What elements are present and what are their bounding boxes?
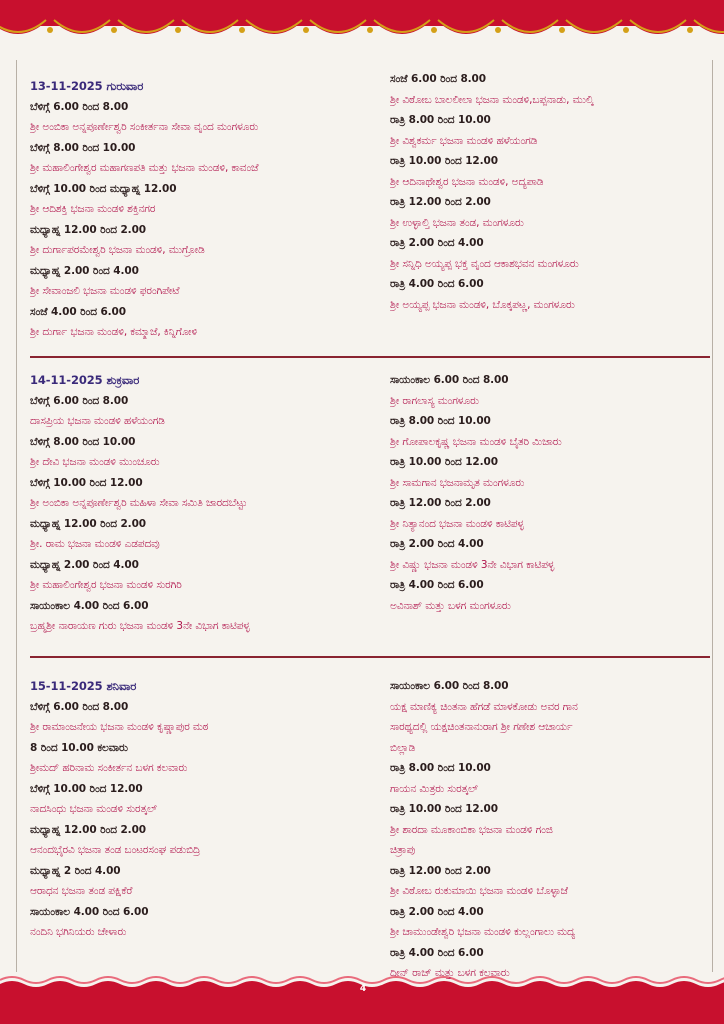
performer-group: ನಾದಸಿಂಧು ಭಜನಾ ಮಂಡಳಿ ಸುರತ್ಕಲ್: [30, 803, 158, 815]
left-column: [30, 370, 380, 637]
time-slot: ಸಾಯಂಕಾಲ 6.00 ರಿಂದ 8.00: [390, 374, 509, 386]
time-slot: ಸಾಯಂಕಾಲ 6.00 ರಿಂದ 8.00: [390, 680, 509, 692]
day-heading: 15-11-2025 ಶನಿವಾರ: [30, 679, 137, 693]
time-slot: ರಾತ್ರಿ 4.00 ರಿಂದ 6.00: [390, 278, 484, 290]
performer-group: ಅವಿನಾಶ್ ಮತ್ತು ಬಳಗ ಮಂಗಳೂರು: [390, 599, 511, 612]
performer-group: ದೀನ್ ರಾಜ್ ಮತ್ತು ಬಳಗ ಕಲವಾರು: [390, 967, 510, 979]
frame-left-rule: [16, 60, 17, 972]
section-divider: [30, 656, 710, 658]
performer-group: ಶ್ರೀ ನಿತ್ಯಾನಂದ ಭಜನಾ ಮಂಡಳಿ ಕಾಟಿಪಳ್ಳ: [390, 517, 524, 530]
performer-group: ಶ್ರೀ ದುರ್ಗಾಪರಮೇಶ್ವರಿ ಭಜನಾ ಮಂಡಳಿ, ಮುಗ್ರೋಡಿ: [30, 244, 205, 256]
right-column: [390, 676, 710, 984]
performer-group: ಯಕ್ಷ ಮಾಣಿಕ್ಯ ಚಿಂತನಾ ಹೆಗಡೆ ಮಾಳಕೋಡು ಅವರ ಗಾನ: [390, 700, 578, 713]
performer-group: ನಂದಿನಿ ಭಗಿನಿಯರು ಚೇಳಾರು: [30, 926, 127, 938]
section-divider: [30, 356, 710, 358]
performer-group: ಶ್ರೀ ರಾಮಾಂಜನೇಯ ಭಜನಾ ಮಂಡಳಿ ಕೃಷ್ಣಾಪುರ ಮಠ: [30, 721, 209, 733]
time-slot: ಮಧ್ಯಾಹ್ನ 12.00 ರಿಂದ 2.00: [30, 823, 146, 836]
time-slot: ರಾತ್ರಿ 8.00 ರಿಂದ 10.00: [390, 114, 491, 126]
time-slot: 8 ರಿಂದ 10.00 ಕಲವಾರು: [30, 741, 128, 754]
performer-group: ಶ್ರೀ ವಿಷ್ಣು ಭಜನಾ ಮಂಡಳಿ 3ನೇ ವಿಭಾಗ ಕಾಟಿಪಳ್ಳ: [390, 558, 555, 571]
time-slot: ರಾತ್ರಿ 4.00 ರಿಂದ 6.00: [390, 579, 484, 591]
performer-group: ಗಾಯನ ಮಿತ್ರರು ಸುರತ್ಕಲ್: [390, 782, 479, 795]
festoon-bead: [559, 27, 565, 33]
performer-group: ಶ್ರೀ. ರಾಮ ಭಜನಾ ಮಂಡಳಿ ಎಡಪದವು: [30, 538, 160, 550]
time-slot: ಮಧ್ಯಾಹ್ನ 12.00 ರಿಂದ 2.00: [30, 517, 146, 530]
schedule-section-14-11-2025: [22, 370, 712, 640]
time-slot: ಸಂಜೆ 6.00 ರಿಂದ 8.00: [390, 73, 486, 85]
time-slot: ಬೆಳಿಗ್ಗೆ 6.00 ರಿಂದ 8.00: [30, 100, 129, 113]
left-column: [30, 676, 380, 943]
performer-group: ಶ್ರೀ ವಿಠೋಬ ರುಕುಮಾಯಿ ಭಜನಾ ಮಂಡಳಿ ಬೊಳ್ಳಾಜೆ: [390, 885, 568, 897]
festoon-bead: [687, 27, 693, 33]
time-slot: ರಾತ್ರಿ 12.00 ರಿಂದ 2.00: [390, 864, 491, 877]
schedule-section-15-11-2025: [22, 676, 712, 979]
performer-group: ಶ್ರೀ ದೇವಿ ಭಜನಾ ಮಂಡಳಿ ಮುಂಚೂರು: [30, 456, 160, 468]
performer-group: ಸಾರಥ್ಯದಲ್ಲಿ ಯಕ್ಷಚಿಂತನಾನುರಾಗ ಶ್ರೀ ಗಣೇಶ ಆಚಾರ್ಯ: [390, 721, 573, 733]
time-slot: ಮಧ್ಯಾಹ್ನ 2 ರಿಂದ 4.00: [30, 864, 121, 877]
performer-group: ಶ್ರೀ ಸನ್ನಿಧಿ ಅಯ್ಯಪ್ಪ ಭಕ್ತ ವೃಂದ ಆಕಾಶಭವನ ಮಂಗಳೂರು: [390, 257, 579, 270]
performer-group: ಬಿಲ್ಲಾಡಿ: [390, 741, 416, 754]
performer-group: ಶ್ರೀ ಆದಿಶಕ್ತಿ ಭಜನಾ ಮಂಡಳಿ ಶಕ್ತಿನಗರ: [30, 203, 156, 215]
festoon-bead: [47, 27, 53, 33]
right-column: [390, 69, 710, 315]
performer-group: ಶ್ರೀ ಸೇವಾಂಜಲಿ ಭಜನಾ ಮಂಡಳಿ ಫರಂಗಿಪೇಟೆ: [30, 285, 180, 297]
performer-group: ಶ್ರೀ ಅಂಬಿಕಾ ಅನ್ನಪೂರ್ಣೇಶ್ವರಿ ಮಹಿಳಾ ಸೇವಾ ಸಮಿತಿ ಜಾರದಬೆಟ್ಟು: [30, 497, 248, 509]
performer-group: ಶ್ರೀ ವಿಶ್ವಕರ್ಮ ಭಜನಾ ಮಂಡಳಿ ಹಳೆಯಂಗಡಿ: [390, 134, 538, 147]
page-number: 4: [359, 984, 367, 994]
time-slot: ರಾತ್ರಿ 2.00 ರಿಂದ 4.00: [390, 237, 484, 249]
performer-group: ಶ್ರೀ ವಿಠೋಬ ಬಾಲಲೀಲಾ ಭಜನಾ ಮಂಡಳಿ,ಬಪ್ಪನಾಡು, ಮುಲ್ಕಿ: [390, 93, 594, 106]
time-slot: ರಾತ್ರಿ 8.00 ರಿಂದ 10.00: [390, 415, 491, 427]
performer-group: ಚಿತ್ರಾಪು: [390, 844, 416, 856]
performer-group: ಶ್ರೀ ಶಾರದಾ ಮೂಕಾಂಬಿಕಾ ಭಜನಾ ಮಂಡಳಿ ಗಂಜಿ: [390, 823, 553, 836]
time-slot: ರಾತ್ರಿ 4.00 ರಿಂದ 6.00: [390, 946, 484, 959]
performer-group: ಶ್ರೀ ಆದಿನಾಥೇಶ್ವರ ಭಜನಾ ಮಂಡಳಿ, ಅದ್ಯಪಾಡಿ: [390, 175, 544, 188]
performer-group: ಶ್ರೀ ರಾಗಲಾಸ್ಯ ಮಂಗಳೂರು: [390, 394, 479, 407]
performer-group: ಬ್ರಹ್ಮಶ್ರೀ ನಾರಾಯಣ ಗುರು ಭಜನಾ ಮಂಡಳಿ 3ನೇ ವಿಭಾಗ ಕಾಟಿಪಳ್ಳ: [30, 620, 250, 632]
performer-group: ಶ್ರೀ ಮಹಾಲಿಂಗೇಶ್ವರ ಮಹಾಗಣಪತಿ ಮತ್ತು ಭಜನಾ ಮಂಡಳಿ, ಕಾವಂಜೆ: [30, 162, 259, 174]
performer-group: ಆನಂದಭೈರವಿ ಭಜನಾ ತಂಡ ಬಂಟರಸಂಘ ಪಡುಬಿದ್ರಿ: [30, 844, 201, 856]
performer-group: ಶ್ರೀ ಸಾಮಗಾನ ಭಜನಾಮೃತ ಮಂಗಳೂರು: [390, 476, 525, 489]
performer-group: ಆರಾಧನ ಭಜನಾ ತಂಡ ಪಕ್ಷಿಕೆರೆ: [30, 885, 133, 897]
time-slot: ಸಾಯಂಕಾಲ 4.00 ರಿಂದ 6.00: [30, 599, 149, 612]
time-slot: ಮಧ್ಯಾಹ್ನ 12.00 ರಿಂದ 2.00: [30, 223, 146, 236]
time-slot: ಬೆಳಿಗ್ಗೆ 6.00 ರಿಂದ 8.00: [30, 700, 129, 713]
time-slot: ರಾತ್ರಿ 10.00 ರಿಂದ 12.00: [390, 803, 498, 815]
time-slot: ರಾತ್ರಿ 10.00 ರಿಂದ 12.00: [390, 155, 498, 167]
time-slot: ರಾತ್ರಿ 2.00 ರಿಂದ 4.00: [390, 538, 484, 550]
schedule-section-13-11-2025: [22, 73, 712, 346]
time-slot: ಬೆಳಿಗ್ಗೆ 8.00 ರಿಂದ 10.00: [30, 141, 136, 154]
performer-group: ಶ್ರೀ ದುರ್ಗಾ ಭಜನಾ ಮಂಡಳಿ, ಕಮ್ಮಾಜೆ, ಕಿನ್ನಿಗೋಳಿ: [30, 326, 198, 338]
time-slot: ರಾತ್ರಿ 2.00 ರಿಂದ 4.00: [390, 905, 484, 918]
time-slot: ಸಾಯಂಕಾಲ 4.00 ರಿಂದ 6.00: [30, 905, 149, 918]
right-column: [390, 370, 710, 616]
day-heading: 14-11-2025 ಶುಕ್ರವಾರ: [30, 373, 140, 387]
festoon-bead: [303, 27, 309, 33]
performer-group: ಶ್ರೀ ಗೋಪಾಲಕೃಷ್ಣ ಭಜನಾ ಮಂಡಳಿ ಬೈತರಿ ಮಿಜಾರು: [390, 435, 562, 448]
time-slot: ಬೆಳಿಗ್ಗೆ 10.00 ರಿಂದ 12.00: [30, 782, 143, 795]
left-column: [30, 76, 380, 343]
time-slot: ಬೆಳಿಗ್ಗೆ 8.00 ರಿಂದ 10.00: [30, 435, 136, 448]
time-slot: ರಾತ್ರಿ 8.00 ರಿಂದ 10.00: [390, 762, 491, 774]
performer-group: ಶ್ರೀ ಅಂಬಿಕಾ ಅನ್ನಪೂರ್ಣೇಶ್ವರಿ ಸಂಕೀರ್ತನಾ ಸೇವಾ ವೃಂದ ಮಂಗಳೂರು: [30, 121, 259, 133]
time-slot: ರಾತ್ರಿ 12.00 ರಿಂದ 2.00: [390, 196, 491, 208]
time-slot: ಮಧ್ಯಾಹ್ನ 2.00 ರಿಂದ 4.00: [30, 264, 139, 277]
time-slot: ರಾತ್ರಿ 10.00 ರಿಂದ 12.00: [390, 456, 498, 468]
time-slot: ಬೆಳಿಗ್ಗೆ 10.00 ರಿಂದ ಮಧ್ಯಾಹ್ನ 12.00: [30, 182, 177, 195]
day-heading: 13-11-2025 ಗುರುವಾರ: [30, 79, 144, 93]
performer-group: ಶ್ರೀಮದ್ ಹರಿನಾಮ ಸಂಕೀರ್ತನ ಬಳಗ ಕಲವಾರು: [30, 762, 188, 774]
festoon-bead: [175, 27, 181, 33]
festoon-bead: [111, 27, 117, 33]
time-slot: ರಾತ್ರಿ 12.00 ರಿಂದ 2.00: [390, 497, 491, 509]
top-decorative-border: [0, 0, 724, 56]
time-slot: ಸಂಜೆ 4.00 ರಿಂದ 6.00: [30, 305, 126, 318]
festoon-bead: [239, 27, 245, 33]
festoon-bead: [367, 27, 373, 33]
performer-group: ಶ್ರೀ ಉಳ್ಳಾಲ್ತಿ ಭಜನಾ ತಂಡ, ಮಂಗಳೂರು: [390, 216, 524, 229]
performer-group: ಶ್ರೀ ಅಯ್ಯಪ್ಪ ಭಜನಾ ಮಂಡಳಿ, ಬೊಕ್ಕಪಟ್ಣ, ಮಂಗಳೂರು: [390, 298, 575, 311]
frame-right-rule: [712, 60, 713, 972]
festoon-bead: [431, 27, 437, 33]
time-slot: ಬೆಳಿಗ್ಗೆ 10.00 ರಿಂದ 12.00: [30, 476, 143, 489]
festoon-bead: [495, 27, 501, 33]
performer-group: ಶ್ರೀ ಚಾಮುಂಡೇಶ್ವರಿ ಭಜನಾ ಮಂಡಳಿ ಕುಲ್ಲಂಗಾಲು ಮದ್ಯ: [390, 926, 576, 938]
festoon-bead: [623, 27, 629, 33]
performer-group: ಶ್ರೀ ಮಹಾಲಿಂಗೇಶ್ವರ ಭಜನಾ ಮಂಡಳಿ ಸುರಗಿರಿ: [30, 579, 182, 591]
performer-group: ದಾಸಪ್ರಿಯ ಭಜನಾ ಮಂಡಳಿ ಹಳೆಯಂಗಡಿ: [30, 415, 165, 427]
time-slot: ಮಧ್ಯಾಹ್ನ 2.00 ರಿಂದ 4.00: [30, 558, 139, 571]
time-slot: ಬೆಳಿಗ್ಗೆ 6.00 ರಿಂದ 8.00: [30, 394, 129, 407]
